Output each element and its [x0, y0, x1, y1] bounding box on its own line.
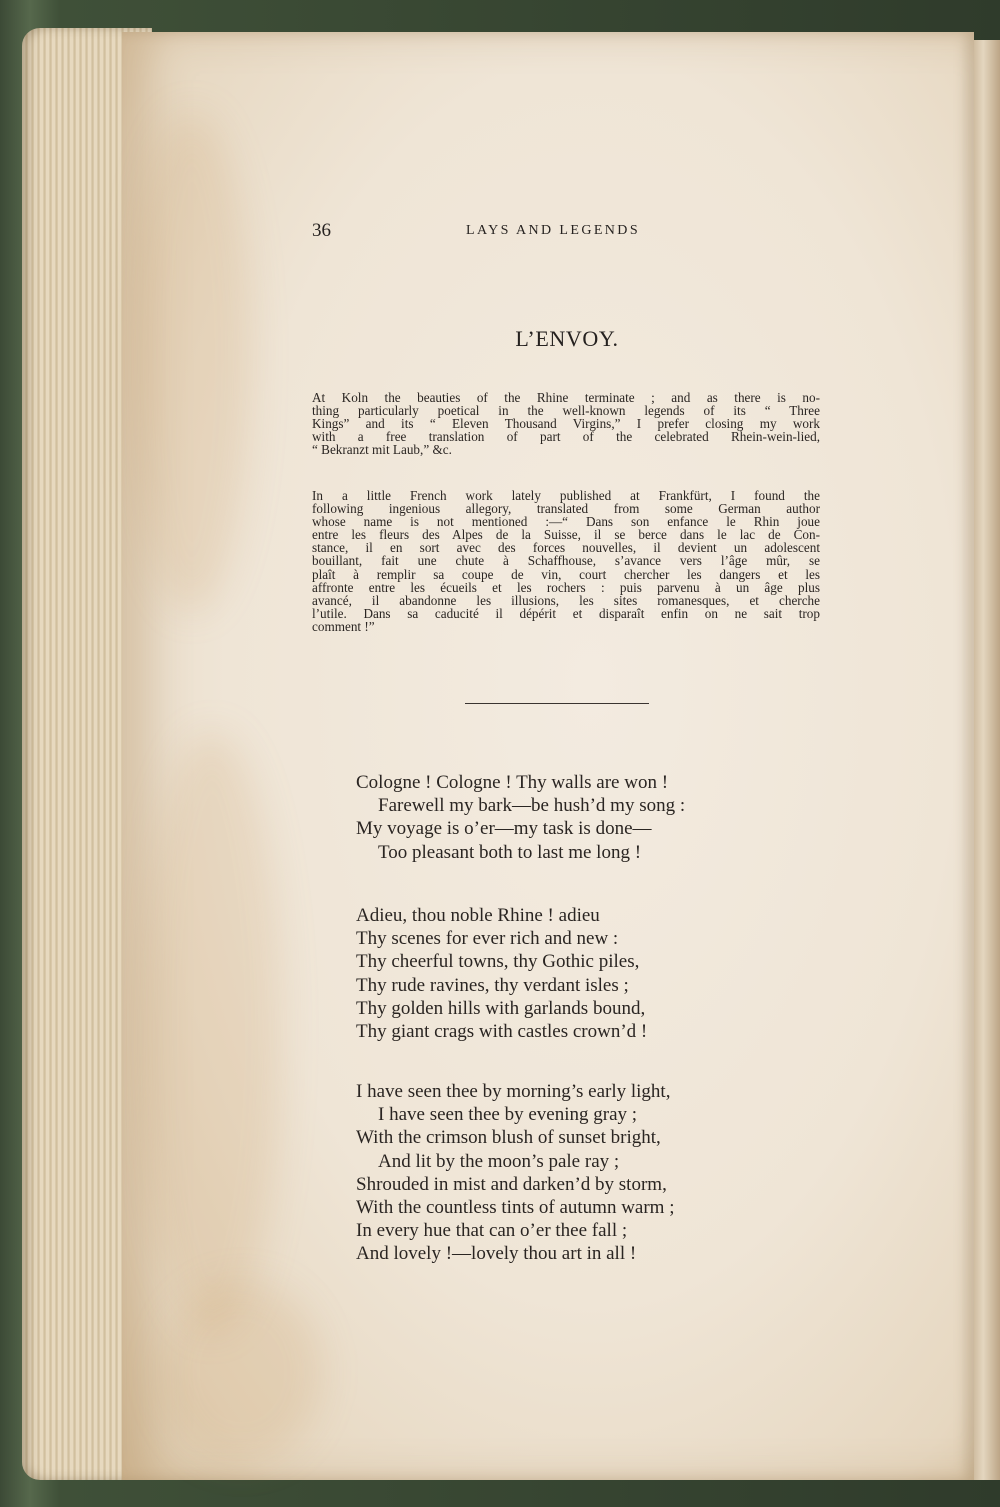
poem-line: With the countless tints of autumn warm ; [356, 1197, 675, 1219]
paragraph-line: following ingenious allegory, translated from some German author [312, 501, 820, 517]
paragraph-line: avancé, il abandonne les illusions, les sites romanesques, et cherche [312, 592, 820, 608]
paragraph-line: comment !” [312, 618, 375, 634]
poem-stanza-3 [356, 1080, 675, 1266]
paragraph-intro [312, 391, 820, 456]
paragraph-line: At Koln the beauties of the Rhine terminate ; and as there is no- [312, 390, 820, 405]
poem-line: My voyage is o’er—my task is done— [356, 818, 652, 840]
paragraph-line: entre les fleurs des Alpes de la Suisse, il se berce dans le lac de Con- [312, 527, 820, 543]
paragraph-line: with a free translation of part of the celebrated Rhein-wein-lied, [312, 429, 820, 445]
poem-line: I have seen thee by morning’s early light, [356, 1081, 671, 1102]
page-number: 36 [312, 220, 331, 241]
running-title: LAYS AND LEGENDS [466, 223, 641, 238]
poem-line: Thy rude ravines, thy verdant isles ; [356, 974, 629, 996]
paragraph-line: whose name is not mentioned :—“ Dans son enfance le Rhin joue [312, 514, 820, 530]
paragraph-line: In a little French work lately published at Frankfürt, I found the [312, 488, 820, 503]
paragraph-line: l’utile. Dans sa caducité il dépérit et disparaît enfin on ne sait trop [312, 605, 820, 621]
paragraph-line: stance, il en sort avec des forces nouvelles, il devient un adolescent [312, 540, 820, 556]
paragraph-line: thing particularly poetical in the well-known legends of its “ Three [312, 403, 820, 419]
foxing-stain [162, 1282, 322, 1462]
poem-line: In every hue that can o’er thee fall ; [356, 1220, 628, 1242]
poem-line: Thy scenes for ever rich and new : [356, 928, 619, 950]
poem-line: Adieu, thou noble Rhine ! adieu [356, 905, 600, 926]
poem-line: With the crimson blush of sunset bright, [356, 1127, 661, 1149]
poem-line: Cologne ! Cologne ! Thy walls are won ! [356, 772, 669, 793]
running-head [312, 220, 672, 250]
foxing-stain [132, 112, 252, 612]
paragraph-line: bouillant, fait une chute à Schaffhouse, s’avance vers l’âge mûr, se [312, 553, 820, 569]
poem-line: Thy cheerful towns, thy Gothic piles, [356, 951, 640, 973]
poem-line: Shrouded in mist and darken’d by storm, [356, 1173, 667, 1195]
poem-line: And lit by the moon’s pale ray ; [378, 1150, 620, 1172]
paragraph-line: “ Bekranzt mit Laub,” &c. [312, 442, 452, 458]
poem-stanza-2 [356, 904, 647, 1043]
paragraph-line: affronte entre les écueils et les rochers : puis parvenu à un âge plus [312, 579, 820, 595]
section-divider [465, 703, 649, 704]
poem-stanza-1 [356, 771, 685, 864]
poem-line: Thy golden hills with garlands bound, [356, 997, 646, 1019]
poem-line: Farewell my bark—be hush’d my song : [378, 795, 686, 817]
poem-line: I have seen thee by evening gray ; [378, 1104, 638, 1126]
chapter-title: L’ENVOY. [515, 326, 619, 351]
paragraph-allegory [312, 489, 820, 633]
foxing-stain [142, 732, 282, 1332]
poem-line: Thy giant crags with castles crown’d ! [356, 1021, 648, 1043]
paragraph-line: plaît à remplir sa coupe de vin, court chercher les dangers et les [312, 566, 820, 582]
poem-line: And lovely !—lovely thou art in all ! [356, 1243, 637, 1265]
paragraph-line: Kings” and its “ Eleven Thousand Virgins,” I prefer closing my work [312, 416, 820, 432]
poem-line: Too pleasant both to last me long ! [378, 841, 642, 863]
gutter-fold [972, 40, 1000, 1480]
